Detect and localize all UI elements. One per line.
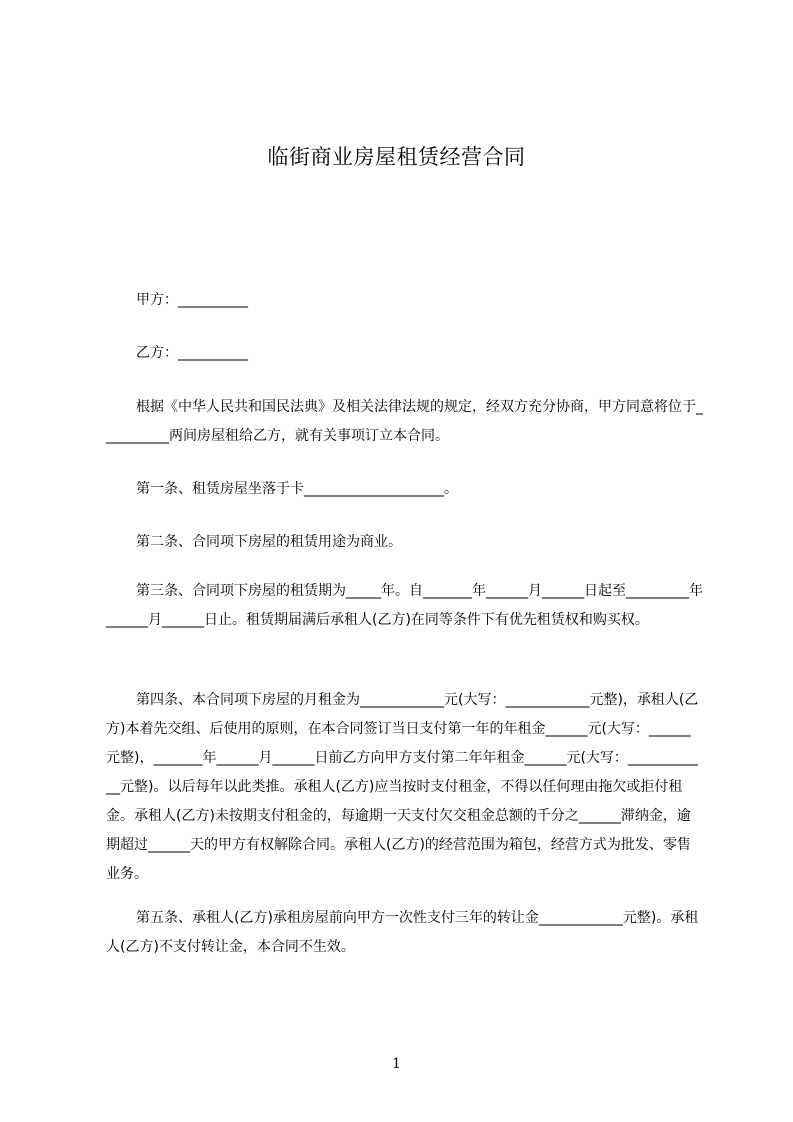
article-5-paragraph: 第五条、承租人(乙方)承租房屋前向甲方一次性支付三年的转让金____________元整)。承租人(乙方)不支付转让金，本合同不生效。 [106,910,699,955]
party-b-line: 乙方：__________ [136,345,248,361]
article-4-paragraph: 第四条、本合同项下房屋的月租金为____________元(大写：____________元整)，承租人(乙方)本着先交组、后使用的原则，在本合同签订当日支付第一年的年租金______元(大写：______元整)，_______年______月______日前乙方向甲方支付第二年年租金______元(大写：____________元整)。以后每年以此类推。承租人(乙方)应当按时支付租金，不得以任何理由拖欠或拒付租金。承租人(乙方)未按期支付租金的，每逾期一天支付欠交租金总额的千分之______滞纳金，逾期超过______天的甲方有权解除合同。承租人(乙方)的经营范围为箱包，经营方式为批发、零售业务。 [106,692,699,882]
article-1-paragraph: 第一条、租赁房屋坐落于卡____________________。 [136,481,458,497]
article-2-paragraph: 第二条、合同项下房屋的租赁用途为商业。 [136,534,402,550]
page-number: 1 [392,1056,401,1072]
document-title: 临街商业房屋租赁经营合同 [267,145,526,169]
party-a-line: 甲方：__________ [136,292,248,308]
article-3-paragraph: 第三条、合同项下房屋的租赁期为_____年。自_______年______月______日起至_________年______月______日止。租赁期届满后承租人(乙方)在同等条件下有优先租赁权和购买权。 [106,583,703,628]
preamble-paragraph: 根据《中华人民共和国民法典》及相关法律法规的规定，经双方充分协商，甲方同意将位于__________两间房屋租给乙方，就有关事项订立本合同。 [106,399,703,444]
